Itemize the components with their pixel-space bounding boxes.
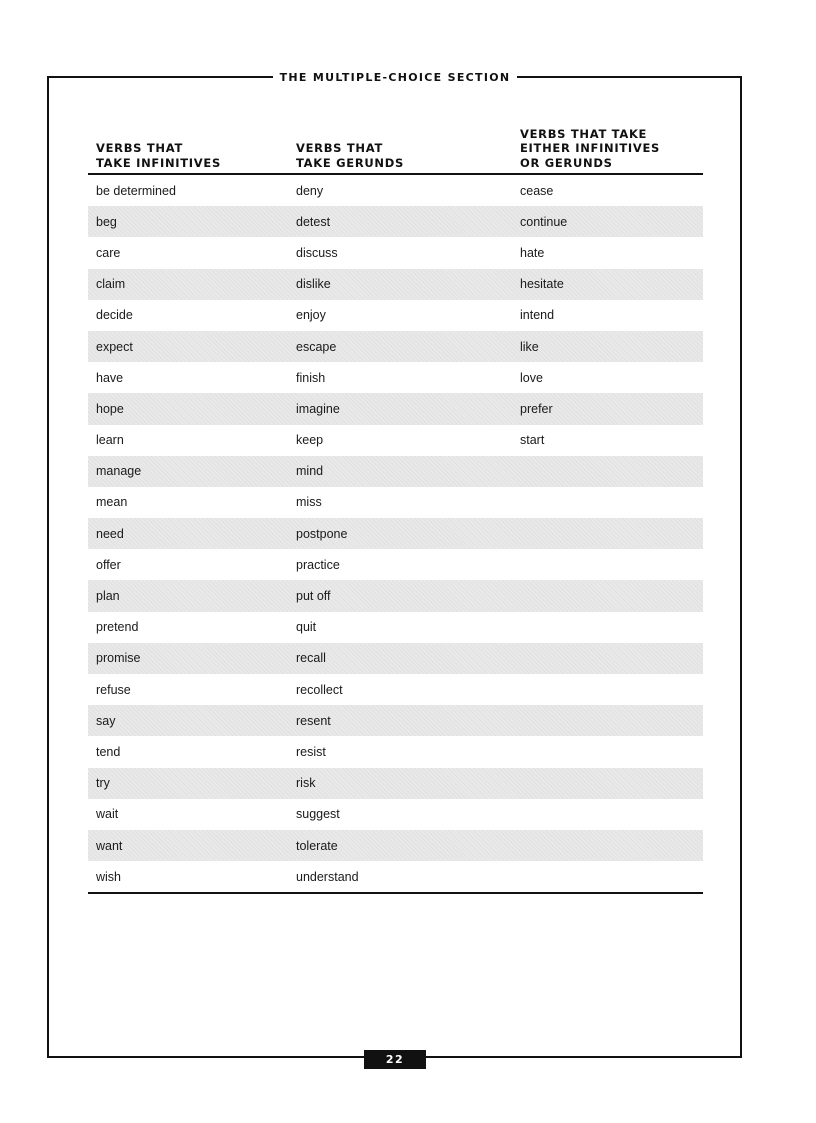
- table-row: [88, 331, 703, 362]
- gerund-verb-cell: recollect: [296, 682, 343, 697]
- column-header-either: VERBS THAT TAKE EITHER INFINITIVES OR GERUNDS: [520, 126, 661, 170]
- infinitive-verb-cell: hope: [96, 401, 124, 416]
- either-verb-cell: love: [520, 370, 543, 385]
- gerund-verb-cell: escape: [296, 339, 337, 354]
- table-row: [88, 705, 703, 736]
- either-verb-cell: intend: [520, 308, 555, 323]
- infinitive-verb-cell: mean: [96, 495, 128, 510]
- verb-table: [88, 124, 703, 894]
- infinitive-verb-cell: expect: [96, 339, 133, 354]
- table-row: [88, 206, 703, 237]
- table-row: [88, 175, 703, 206]
- table-row: [88, 549, 703, 580]
- gerund-verb-cell: mind: [296, 464, 324, 479]
- gerund-verb-cell: practice: [296, 557, 340, 572]
- table-row: [88, 612, 703, 643]
- infinitive-verb-cell: decide: [96, 308, 133, 323]
- infinitive-verb-cell: promise: [96, 651, 141, 666]
- infinitive-verb-cell: pretend: [96, 620, 139, 635]
- gerund-verb-cell: postpone: [296, 526, 348, 541]
- column-header-infinitives: VERBS THAT TAKE INFINITIVES: [96, 141, 221, 170]
- infinitive-verb-cell: refuse: [96, 682, 131, 697]
- gerund-verb-cell: keep: [296, 433, 324, 448]
- page-number: 22: [364, 1050, 426, 1069]
- either-verb-cell: hate: [520, 245, 545, 260]
- infinitive-verb-cell: tend: [96, 744, 121, 759]
- infinitive-verb-cell: plan: [96, 589, 120, 604]
- gerund-verb-cell: understand: [296, 869, 359, 884]
- gerund-verb-cell: detest: [296, 214, 331, 229]
- table-row: [88, 269, 703, 300]
- either-verb-cell: cease: [520, 183, 554, 198]
- infinitive-verb-cell: wish: [96, 869, 122, 884]
- table-row: [88, 487, 703, 518]
- either-verb-cell: prefer: [520, 401, 553, 416]
- infinitive-verb-cell: offer: [96, 557, 121, 572]
- infinitive-verb-cell: need: [96, 526, 124, 541]
- table-row: [88, 768, 703, 799]
- gerund-verb-cell: suggest: [296, 807, 340, 822]
- table-row: [88, 861, 703, 892]
- either-verb-cell: continue: [520, 214, 568, 229]
- gerund-verb-cell: put off: [296, 589, 331, 604]
- infinitive-verb-cell: say: [96, 713, 116, 728]
- infinitive-verb-cell: claim: [96, 277, 126, 292]
- table-row: [88, 643, 703, 674]
- infinitive-verb-cell: manage: [96, 464, 142, 479]
- gerund-verb-cell: quit: [296, 620, 317, 635]
- infinitive-verb-cell: want: [96, 838, 123, 853]
- table-body: [88, 175, 703, 894]
- gerund-verb-cell: resist: [296, 744, 326, 759]
- infinitive-verb-cell: try: [96, 776, 110, 791]
- table-row: [88, 237, 703, 268]
- gerund-verb-cell: imagine: [296, 401, 340, 416]
- either-verb-cell: like: [520, 339, 539, 354]
- infinitive-verb-cell: be determined: [96, 183, 176, 198]
- section-header: [0, 69, 790, 86]
- table-row: [88, 393, 703, 424]
- gerund-verb-cell: recall: [296, 651, 326, 666]
- gerund-verb-cell: discuss: [296, 245, 338, 260]
- table-row: [88, 799, 703, 830]
- infinitive-verb-cell: care: [96, 245, 121, 260]
- gerund-verb-cell: tolerate: [296, 838, 338, 853]
- table-row: [88, 300, 703, 331]
- table-row: [88, 736, 703, 767]
- infinitive-verb-cell: have: [96, 370, 124, 385]
- table-row: [88, 425, 703, 456]
- either-verb-cell: start: [520, 433, 545, 448]
- table-row: [88, 580, 703, 611]
- table-header: [88, 124, 703, 175]
- infinitive-verb-cell: beg: [96, 214, 117, 229]
- gerund-verb-cell: dislike: [296, 277, 331, 292]
- gerund-verb-cell: enjoy: [296, 308, 326, 323]
- table-row: [88, 518, 703, 549]
- column-header-gerunds: VERBS THAT TAKE GERUNDS: [296, 141, 404, 170]
- infinitive-verb-cell: learn: [96, 433, 124, 448]
- either-verb-cell: hesitate: [520, 277, 564, 292]
- gerund-verb-cell: finish: [296, 370, 326, 385]
- table-row: [88, 362, 703, 393]
- infinitive-verb-cell: wait: [96, 807, 119, 822]
- table-row: [88, 674, 703, 705]
- gerund-verb-cell: deny: [296, 183, 324, 198]
- table-row: [88, 830, 703, 861]
- section-title: THE MULTIPLE-CHOICE SECTION: [273, 70, 518, 86]
- table-row: [88, 456, 703, 487]
- gerund-verb-cell: risk: [296, 776, 316, 791]
- gerund-verb-cell: resent: [296, 713, 331, 728]
- gerund-verb-cell: miss: [296, 495, 322, 510]
